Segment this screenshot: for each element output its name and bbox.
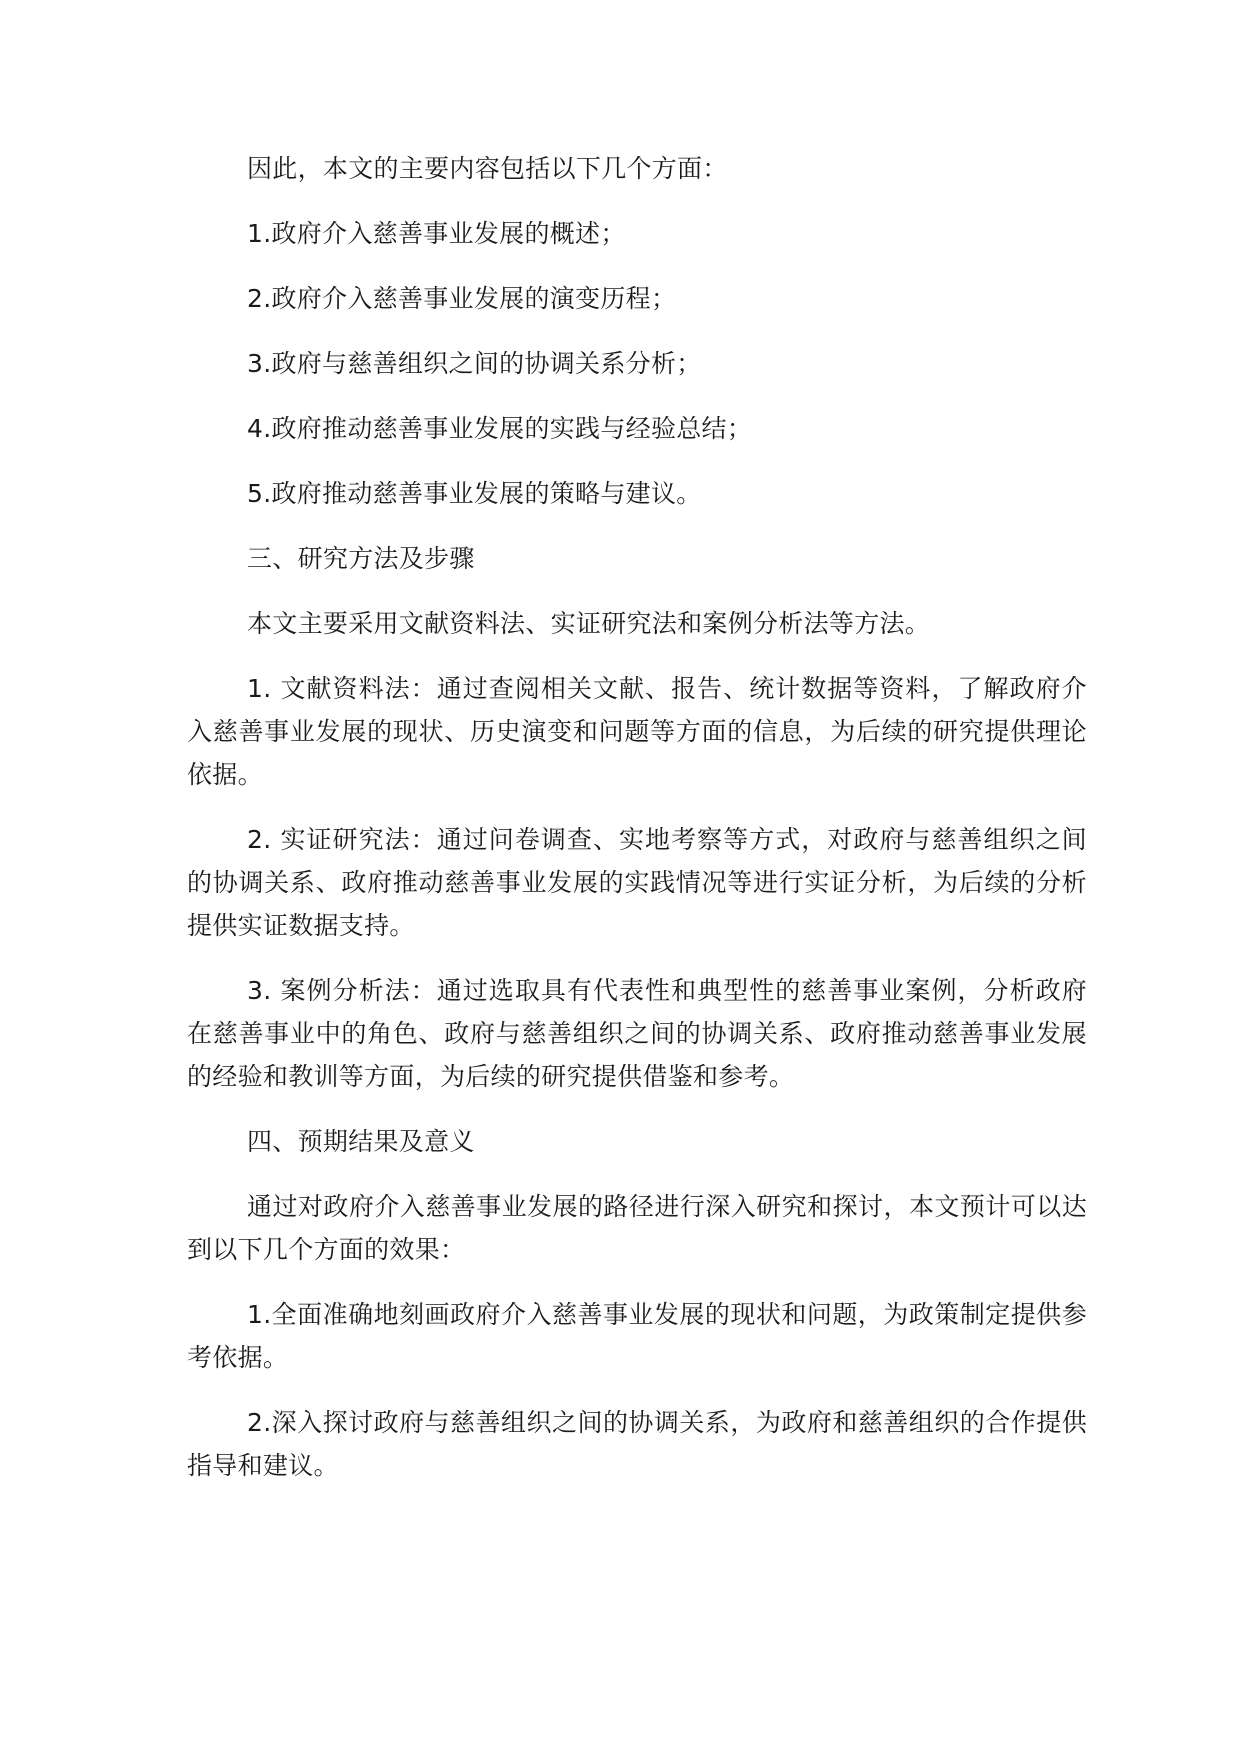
paragraph-intro: 因此，本文的主要内容包括以下几个方面： [247, 154, 728, 183]
section-heading-results: 四、预期结果及意义 [247, 1127, 475, 1156]
list-item-1: 1.政府介入慈善事业发展的概述； [247, 219, 626, 248]
list-item-2: 2.政府介入慈善事业发展的演变历程； [247, 284, 677, 313]
method-case-study: 3. 案例分析法：通过选取具有代表性和典型性的慈善事业案例，分析政府在慈善事业中的角色、政府与慈善组织之间的协调关系、政府推动慈善事业发展的经验和教训等方面，为后续的研究提供借鉴和参考。 [187, 976, 1087, 1091]
method-literature: 1. 文献资料法：通过查阅相关文献、报告、统计数据等资料，了解政府介入慈善事业发展的现状、历史演变和问题等方面的信息，为后续的研究提供理论依据。 [187, 674, 1087, 789]
list-item-5: 5.政府推动慈善事业发展的策略与建议。 [247, 479, 702, 508]
list-item-4: 4.政府推动慈善事业发展的实践与经验总结； [247, 414, 753, 443]
paragraph-results-intro: 通过对政府介入慈善事业发展的路径进行深入研究和探讨，本文预计可以达到以下几个方面的效果： [187, 1192, 1087, 1264]
list-item-3: 3.政府与慈善组织之间的协调关系分析； [247, 349, 702, 378]
result-item-2: 2.深入探讨政府与慈善组织之间的协调关系，为政府和慈善组织的合作提供指导和建议。 [187, 1408, 1087, 1480]
result-item-1: 1.全面准确地刻画政府介入慈善事业发展的现状和问题，为政策制定提供参考依据。 [187, 1300, 1087, 1372]
method-empirical: 2. 实证研究法：通过问卷调查、实地考察等方式，对政府与慈善组织之间的协调关系、政府推动慈善事业发展的实践情况等进行实证分析，为后续的分析提供实证数据支持。 [187, 825, 1087, 940]
document-body [187, 147, 1087, 1487]
section-heading-methods: 三、研究方法及步骤 [247, 544, 475, 573]
paragraph-methods-summary: 本文主要采用文献资料法、实证研究法和案例分析法等方法。 [247, 609, 931, 638]
